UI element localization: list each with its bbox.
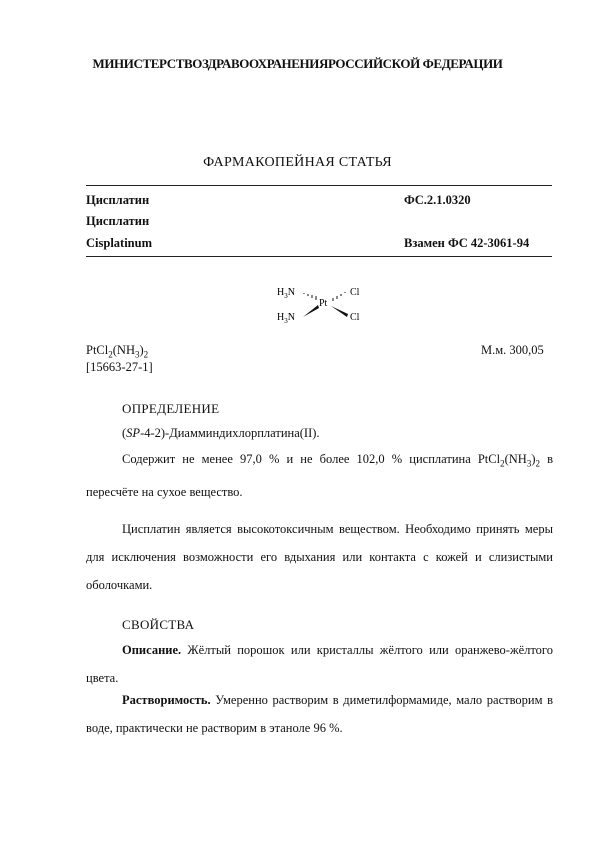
molecular-weight: М.м. 300,05 xyxy=(481,343,544,357)
ligand-bottom-left: $H_3N$ xyxy=(277,312,295,325)
toxicity-warning: Цисплатин является высокотоксичным веществом. Необходимо принять меры для исключения возможности его вдыхания или контакта с кожей и слизистыми оболочками. xyxy=(86,522,553,592)
description-paragraph: Описание. Жёлтый порошок или кристаллы жёлтого или оранжево-жёлтого цвета. xyxy=(86,643,553,685)
molecular-formula: $PtCl_2(NH_3)_2$ xyxy=(86,343,149,360)
properties-heading: СВОЙСТВА xyxy=(122,617,195,632)
content-paragraph: Содержит не менее 97,0 % и не более 102,0 % цисплатина $PtCl_2(NH_3)_2$ в пересчёте на сухое вещество. xyxy=(86,452,553,499)
chemical-name: (SP-4-2)-Диамминдихлорплатина(II). xyxy=(122,426,320,440)
replaces-code: Взамен ФС 42-3061-94 xyxy=(404,236,530,250)
solubility-paragraph: Растворимость. Умеренно растворим в диметилформамиде, мало растворим в воде, практически не растворим в этаноле 96 %. xyxy=(86,693,553,735)
ligand-top-right: Cl xyxy=(350,287,360,298)
name-ru-2: Цисплатин xyxy=(86,214,150,228)
definition-heading: ОПРЕДЕЛЕНИЕ xyxy=(122,401,220,416)
hashed-bond-top-left xyxy=(304,293,316,300)
wedge-bond-bottom-right xyxy=(331,306,348,317)
header-rule-top xyxy=(86,185,552,186)
header-rule-bottom xyxy=(86,256,552,257)
cas-number: [15663-27-1] xyxy=(86,360,153,374)
article-title: ФАРМАКОПЕЙНАЯ СТАТЬЯ xyxy=(203,155,392,170)
ministry-header: МИНИСТЕРСТВОЗДРАВООХРАНЕНИЯРОССИЙСКОЙ ФЕДЕРАЦИИ xyxy=(92,56,503,71)
ligand-bottom-right: Cl xyxy=(350,312,360,323)
hashed-bond-top-right xyxy=(333,292,345,301)
ligand-top-left: $H_3N$ xyxy=(277,287,295,300)
wedge-bond-bottom-left xyxy=(303,305,319,317)
monograph-code: ФС.2.1.0320 xyxy=(404,193,471,207)
structural-formula xyxy=(270,280,380,330)
name-latin: Cisplatinum xyxy=(86,236,152,250)
name-ru-1: Цисплатин xyxy=(86,193,150,207)
metal-atom: Pt xyxy=(319,298,328,309)
